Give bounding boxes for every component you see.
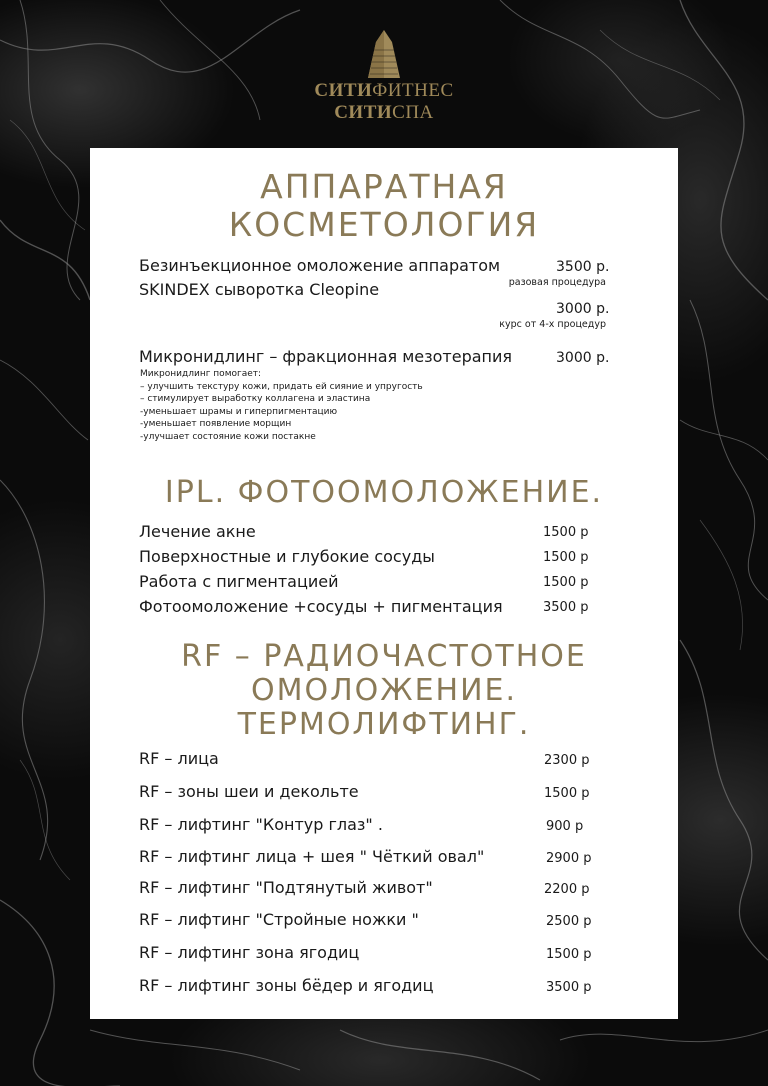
rf-item-price: 2900 р xyxy=(546,851,592,866)
rf-item-name: RF – лифтинг зона ягодиц xyxy=(139,943,360,962)
skindex-price-single-note: разовая процедура xyxy=(508,277,606,288)
microneedling-price: 3000 р. xyxy=(556,350,610,366)
section-title-ipl: IPL. ФОТООМОЛОЖЕНИЕ. xyxy=(164,475,604,510)
rf-item-price: 2300 р xyxy=(544,753,590,768)
price-list-card xyxy=(90,148,678,1019)
skindex-name-line2: SKINDEX сыворотка Cleopine xyxy=(139,280,380,299)
ipl-item-name: Фотоомоложение +сосуды + пигментация xyxy=(139,597,503,616)
skindex-price-course-note: курс от 4-х процедур xyxy=(499,319,606,330)
logo-line-fitness: СИТИФИТНЕС xyxy=(314,80,454,101)
ipl-item-name: Лечение акне xyxy=(139,522,256,541)
ipl-item-price: 1500 р xyxy=(543,575,589,590)
skindex-name-line1: Безинъекционное омоложение аппаратом xyxy=(139,256,501,275)
microneedling-note: Микронидлинг помогает: xyxy=(140,369,262,379)
ipl-item-price: 1500 р xyxy=(543,550,589,565)
microneedling-name: Микронидлинг – фракционная мезотерапия xyxy=(139,347,513,366)
rf-item-name: RF – лифтинг "Стройные ножки " xyxy=(139,910,419,929)
rf-item-price: 1500 р xyxy=(544,786,590,801)
ipl-item-price: 3500 р xyxy=(543,600,589,615)
rf-item-name: RF – лица xyxy=(139,749,219,768)
brand-logo xyxy=(304,28,464,124)
rf-item-name: RF – лифтинг "Контур глаз" . xyxy=(139,815,383,834)
microneedling-note: -улучшает состояние кожи постакне xyxy=(140,431,316,442)
rf-item-price: 3500 р xyxy=(546,980,592,995)
microneedling-note: -уменьшает появление морщин xyxy=(140,419,292,430)
microneedling-note: – стимулирует выработку коллагена и эластина xyxy=(140,394,371,405)
rf-item-price: 2200 р xyxy=(544,882,590,897)
rf-item-price: 1500 р xyxy=(546,947,592,962)
ipl-item-name: Работа с пигментацией xyxy=(139,572,339,591)
rf-item-price: 2500 р xyxy=(546,914,592,929)
microneedling-note: – улучшить текстуру кожи, придать ей сияние и упругость xyxy=(140,381,423,392)
rf-item-name: RF – лифтинг "Подтянутый живот" xyxy=(139,878,433,897)
section-title-apparatus: АППАРАТНАЯ КОСМЕТОЛОГИЯ xyxy=(228,167,540,244)
rf-item-price: 900 р xyxy=(546,819,584,834)
microneedling-note: -уменьшает шрамы и гиперпигментацию xyxy=(140,406,338,417)
building-icon xyxy=(362,28,406,80)
rf-item-name: RF – лифтинг лица + шея " Чёткий овал" xyxy=(139,847,485,866)
ipl-item-name: Поверхностные и глубокие сосуды xyxy=(139,547,435,566)
rf-item-name: RF – зоны шеи и декольте xyxy=(139,782,359,801)
skindex-price-course: 3000 р. xyxy=(556,301,610,317)
logo-line-spa: СИТИСПА xyxy=(334,102,434,123)
ipl-item-price: 1500 р xyxy=(543,525,589,540)
skindex-price-single: 3500 р. xyxy=(556,259,610,275)
microneedling-notes xyxy=(140,368,423,444)
section-title-rf: RF – РАДИОЧАСТОТНОЕ ОМОЛОЖЕНИЕ. ТЕРМОЛИФТИНГ. xyxy=(181,639,587,742)
rf-item-name: RF – лифтинг зоны бёдер и ягодиц xyxy=(139,976,434,995)
